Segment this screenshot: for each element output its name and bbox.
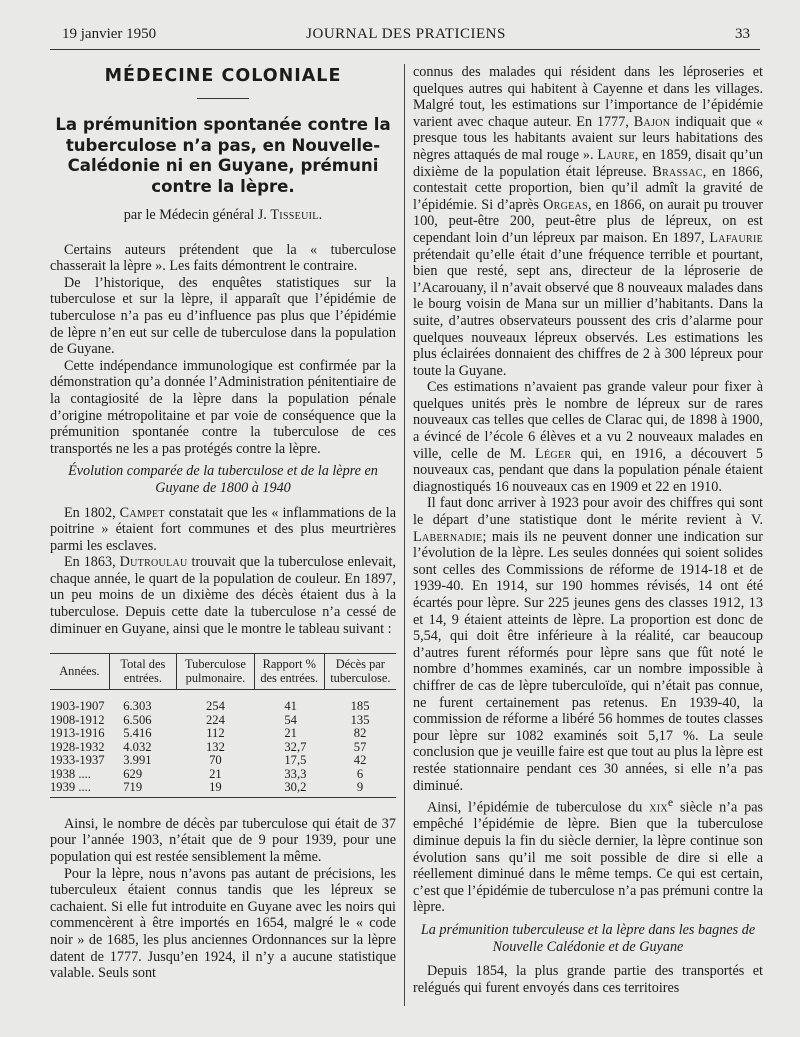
byline-prefix: par le Médecin général J.	[123, 207, 267, 223]
table-cell: 9	[324, 781, 396, 797]
table-header-cell: Années.	[50, 654, 109, 690]
r1-text-d: , en 1866, contestait cette proportion, bien qu’il admît la gravité de l’épidémie. Si d’après	[413, 163, 764, 213]
p4-text-a: En 1802,	[64, 504, 116, 521]
left-paragraph-4	[50, 505, 396, 555]
title-rule	[197, 98, 249, 99]
table-cell: 3.991	[123, 753, 152, 768]
table-row	[50, 714, 396, 728]
right-paragraph-1	[413, 64, 763, 379]
byline	[50, 207, 396, 224]
table-cell: 1913-1916	[50, 726, 105, 741]
r1-text-c: , en 1859, disait qu’un dixième de la population était lépreuse.	[413, 146, 764, 180]
table-cell: 70	[209, 753, 222, 768]
table-cell: 57	[353, 739, 367, 754]
left-paragraph-2: De l’historique, des enquêtes statistiques sur la tuberculose et sur la lèpre, il apparaît que l’épidémie de tuberculose n’a pas eu d’influence pas plus que l’épidémie de lèpre n’en eut sur celle de tuberculose dans la population de Guyane.	[50, 274, 396, 358]
table-row	[50, 741, 396, 755]
header-rule	[50, 49, 760, 50]
header-date: 19 janvier 1950	[62, 26, 157, 42]
table-cell: 21	[284, 726, 297, 741]
running-header	[62, 26, 750, 46]
table-cell: 6.506	[123, 712, 152, 727]
r3-text-a: Il faut donc arriver à 1923 pour avoir des chiffres qui sont le départ d’une statistique dont le mérite revient à V.	[413, 495, 763, 529]
right-paragraph-5: Depuis 1854, la plus grande partie des transportés et relégués qui furent envoyés dans ces territoires	[413, 963, 763, 996]
header-journal-name: JOURNAL DES PRATICIENS	[306, 26, 506, 42]
table-cell: 5.416	[123, 726, 152, 741]
table-cell: 132	[205, 739, 225, 754]
left-paragraph-5	[50, 554, 396, 637]
table-cell: 41	[284, 699, 297, 714]
table-cell: 719	[109, 781, 176, 797]
p5-text-a: En 1863,	[64, 554, 116, 571]
table-cell: 112	[206, 726, 225, 741]
table-cell: 6	[356, 766, 364, 781]
subheading-evolution: Évolution comparée de la tuberculose et de la lèpre en Guyane de 1800 à 1940	[68, 463, 378, 496]
table-row	[50, 768, 396, 782]
p5-text-b: trouvait que la tuberculose enlevait, chaque année, le quart de la population de couleur. En 1897, un peu moins de un dixième des décès étaient dus à la tuberculose. Depuis cette date la tuberculose n’a cessé de diminuer en Guyane, ainsi que le montre le tableau suivant :	[50, 554, 397, 637]
r2-text-a: Ces estimations n’avaient pas grande valeur pour fixer à quelques unités près le nombre de lépreux sur de rares nouveaux cas telles que celles de Clarac qui, de 1898 à 1900, a évincé de l’école 6 élèves et a vu 2 nouveaux malades en ville, celle de M.	[413, 379, 763, 462]
byline-suffix: .	[318, 207, 323, 223]
table-cell: 1928-1932	[50, 739, 105, 754]
author-name-lafaurie: Lafaurie	[709, 229, 763, 246]
author-name-campet: Campet	[119, 504, 165, 521]
right-paragraph-2	[413, 379, 763, 495]
table-cell: 629	[123, 766, 143, 781]
article-title: La prémunition spontanée contre la tuberculose n’a pas, en Nouvelle-Calédonie ni en Guyane, prémuni contre la lèpre.	[55, 115, 391, 196]
table-row	[50, 754, 396, 768]
table-header-cell: Tuberculose pulmonaire.	[176, 654, 254, 690]
table-cell: 1933-1937	[50, 753, 105, 768]
table-cell: 21	[209, 766, 222, 781]
r1-text-a: connus des malades qui résident dans les léproseries et quelques autres qui habitent à Cayenne et dans les villages. Malgré tout, les estimations sur l’importance de l’épidémie varient avec chaque auteur. En 1777,	[413, 64, 763, 130]
table-cell: 82	[353, 726, 367, 741]
table-cell: 224	[205, 712, 225, 727]
left-paragraph-6: Ainsi, le nombre de décès par tuberculose qui était de 37 pour l’année 1903, n’était que de 9 pour 1939, pour une population qui est restée sensiblement la même.	[50, 815, 396, 865]
table-cell: 1908-1912	[50, 712, 105, 727]
left-paragraph-3: Cette indépendance immunologique est confirmée par la démonstration qu’a donnée l’Administration pénitentiaire de la contagiosité de la lèpre dans la population pénale d’origine métropolitaine et par voie de conséquence que la prémunition spontanée contre la tuberculose de ces transportés ne les a pas protégés contre la lèpre.	[50, 357, 396, 457]
author-name-dutroulau: Dutroulau	[119, 554, 188, 571]
table-row	[50, 690, 396, 714]
author-name-leger: Léger	[535, 445, 572, 462]
right-paragraph-4	[413, 794, 763, 916]
table-cell: 185	[350, 699, 370, 714]
table-cell: 30,2	[254, 781, 324, 797]
table-header-row	[50, 654, 396, 690]
table-cell: 32,7	[284, 739, 307, 754]
author-name-orgeas: Orgeas	[543, 196, 588, 213]
century-suffix: e	[667, 795, 674, 810]
column-divider	[404, 64, 405, 1006]
r1-text-f: prétendait qu’elle était d’une fréquence terrible et pourtant, bien que resté, sept ans, directeur de la léproserie de l’Acarouany, il n’avait observé que 8 nouveaux malades dans le bourg voisin de Mana sur un millier d’habitants. Dans la suite, d’autres observateurs poussent des cris d’alarme pour quelques nouveaux lépreux observés. Les estimations les plus éclairées donnaient des chiffres de 2 à 300 lépreux pour toute la Guyane.	[413, 246, 763, 379]
right-paragraph-3	[413, 495, 763, 794]
table-cell: 42	[353, 753, 367, 768]
table-cell: 1939 ....	[50, 781, 109, 797]
left-paragraph-1: Certains auteurs prétendent que la « tuberculose chasserait la lèpre ». Les faits démontrent le contraire.	[50, 241, 396, 275]
table-header-cell: Total des entrées.	[109, 654, 176, 690]
r4-text-a: Ainsi, l’épidémie de tuberculose du	[427, 799, 643, 816]
author-name-bajon: Bajon	[633, 113, 671, 130]
section-title: MÉDECINE COLONIALE	[104, 66, 342, 86]
table-cell: 135	[350, 712, 370, 727]
table-header-cell: Rapport % des entrées.	[254, 654, 324, 690]
table-cell: 4.032	[123, 739, 152, 754]
right-column	[413, 64, 763, 996]
r1-text-e: , en 1866, on aurait pu trouver 100, peut-être 200, peut-être plus de lépreux, on est cependant loin d’un lépreux par maison. En 1897,	[413, 196, 764, 246]
r3-text-b: ; mais ils ne peuvent donner une indication sur l’évolution de la lèpre. Les seules données qui soient solides sont celles des Commissions de réforme de 1914-18 et de 1939-40. En 1914, sur 190 hommes révisés, 14 ont été écartés pour lèpre. Sur 225 jeunes gens des classes 1912, 13 et 14, 9 étaient atteints de lèpre. La proportion est donc de 5,54, qui doit être inférieure à la réalité, car beaucoup d’autres furent réformés pour lèpre sans que fût noté le nombre d’hommes examinés, car un nombre impossible à chiffrer de cas de lèpre tuberculoïde, qui n’était pas connue, ne furent certainement pas retenus. En 1939-40, la commission de réforme a libéré 56 hommes de toutes classes pour lèpre sur 1082 examinés soit 5,17 %. La seule conclusion que je veuille faire est que tout au plus la lèpre est restée stationnaire pendant ces 30 années, si elle n’a pas diminué.	[413, 528, 763, 794]
r2-text-b: qui, en 1916, a découvert 5 nouveaux cas, pendant que dans la population pénale étaient diagnostiqués 16 nouveaux cas en 1909 et 22 en 1910.	[413, 445, 764, 495]
table-cell: 1903-1907	[50, 699, 105, 714]
byline-author: Tisseuil	[270, 207, 319, 223]
left-column	[50, 64, 396, 982]
author-name-laure: Laure	[597, 146, 635, 163]
subheading-bagnes: La prémunition tuberculeuse et la lèpre dans les bagnes de Nouvelle Calédonie et de Guyane	[420, 922, 756, 955]
author-name-brassac: Brassac	[652, 163, 703, 180]
tuberculosis-table	[50, 653, 396, 798]
table-header-cell: Décès par tuberculose.	[324, 654, 396, 690]
table-cell: 1938 ....	[50, 766, 91, 781]
r1-text-b: indiquait que « presque tous les habitants avaient sur leurs habitations des nègres attaqués de mal rouge ».	[413, 113, 763, 163]
author-name-labernadie: Labernadie	[413, 528, 483, 545]
p4-text-b: constatait que les « inflammations de la poitrine » étaient fort communes et des plus meurtrières parmi les esclaves.	[50, 504, 396, 554]
century-numeral: xix	[649, 799, 668, 816]
table-cell: 17,5	[284, 753, 307, 768]
r4-text-b: siècle n’a pas empêché l’épidémie de lèpre. Bien que la tuberculose diminue depuis la fin du siècle dernier, la lèpre continue son évolution sans qu’il me soit possible de dire si elle a réellement diminué dans le même temps. Ce qui est certain, c’est que l’épidémie de tuberculose n’a pas prémuni contre la lèpre.	[413, 799, 764, 916]
table-cell: 6.303	[123, 699, 152, 714]
table-cell: 54	[284, 712, 297, 727]
table-cell: 19	[176, 781, 254, 797]
table-row	[50, 727, 396, 741]
left-paragraph-7: Pour la lèpre, nous n’avons pas autant de précisions, les tuberculeux étaient connus tandis que les lépreux se cachaient. Si elle fut introduite en Guyane avec les noirs qui commencèrent à être importés en 1654, malgré le « code noir » de 1685, les plus anciennes Ordonnances sur la lèpre datent de 1777. Jusqu’en 1924, il n’y a aucune statistique valable. Seuls sont	[50, 865, 396, 982]
table-row	[50, 781, 396, 797]
table-cell: 254	[205, 699, 225, 714]
table-cell: 33,3	[284, 766, 307, 781]
header-page-number: 33	[735, 26, 750, 42]
